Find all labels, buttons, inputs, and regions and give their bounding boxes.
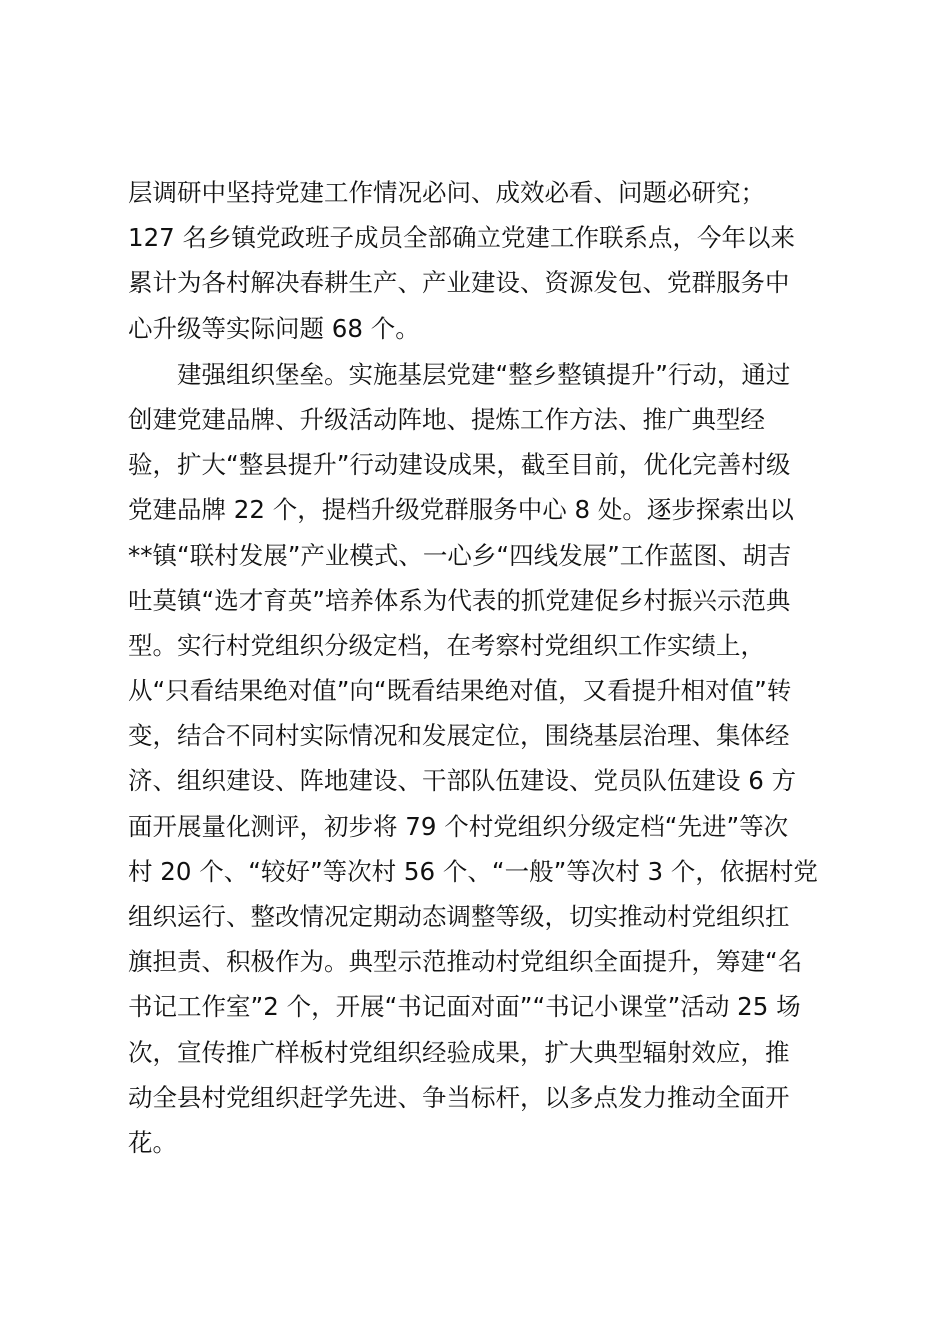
text-line: **镇“联村发展”产业模式、一心乡“四线发展”工作蓝图、胡吉 — [128, 540, 792, 570]
paragraph-2 — [128, 352, 828, 1165]
text-line: 层调研中坚持党建工作情况必问、成效必看、问题必研究； — [128, 178, 765, 207]
text-line: 面开展量化测评，初步将 79 个村党组织分级定档“先进”等次 — [128, 811, 789, 841]
text-line: 村 20 个、“较好”等次村 56 个、“一般”等次村 3 个，依据村党 — [128, 856, 818, 886]
text-line: 127 名乡镇党政班子成员全部确立党建工作联系点，今年以来 — [128, 223, 796, 253]
text-line: 建强组织堡垒。实施基层党建“整乡整镇提升”行动，通过 — [128, 359, 791, 389]
text-line: 验，扩大“整县提升”行动建设成果，截至目前，优化完善村级 — [128, 450, 791, 480]
text-line: 济、组织建设、阵地建设、干部队伍建设、党员队伍建设 6 方 — [128, 766, 797, 796]
text-line: 旗担责、积极作为。典型示范推动村党组织全面提升，筹建“名 — [128, 947, 803, 977]
text-line: 组织运行、整改情况定期动态调整等级，切实推动村党组织扛 — [128, 902, 790, 931]
text-line: 心升级等实际问题 68 个。 — [128, 313, 420, 343]
text-line: 党建品牌 22 个，提档升级党群服务中心 8 处。逐步探索出以 — [128, 495, 794, 525]
text-line: 创建党建品牌、升级活动阵地、提炼工作方法、推广典型经 — [128, 404, 765, 434]
document-body — [128, 170, 828, 1165]
text-line: 吐莫镇“选才育英”培养体系为代表的抓党建促乡村振兴示范典 — [128, 585, 791, 615]
text-line: 书记工作室”2 个，开展“书记面对面”“书记小课堂”活动 25 场 — [128, 992, 801, 1022]
text-line: 变，结合不同村实际情况和发展定位，围绕基层治理、集体经 — [128, 721, 790, 751]
text-line: 花。 — [128, 1127, 177, 1157]
text-line: 从“只看结果绝对值”向“既看结果绝对值，又看提升相对值”转 — [128, 676, 792, 706]
text-line: 型。实行村党组织分级定档，在考察村党组织工作实绩上， — [128, 630, 765, 660]
paragraph-1 — [128, 170, 828, 351]
text-line: 动全县村党组织赶学先进、争当标杆，以多点发力推动全面开 — [128, 1082, 790, 1112]
text-line: 累计为各村解决春耕生产、产业建设、资源发包、党群服务中 — [128, 268, 790, 298]
text-line: 次，宣传推广样板村党组织经验成果，扩大典型辐射效应，推 — [128, 1037, 790, 1067]
